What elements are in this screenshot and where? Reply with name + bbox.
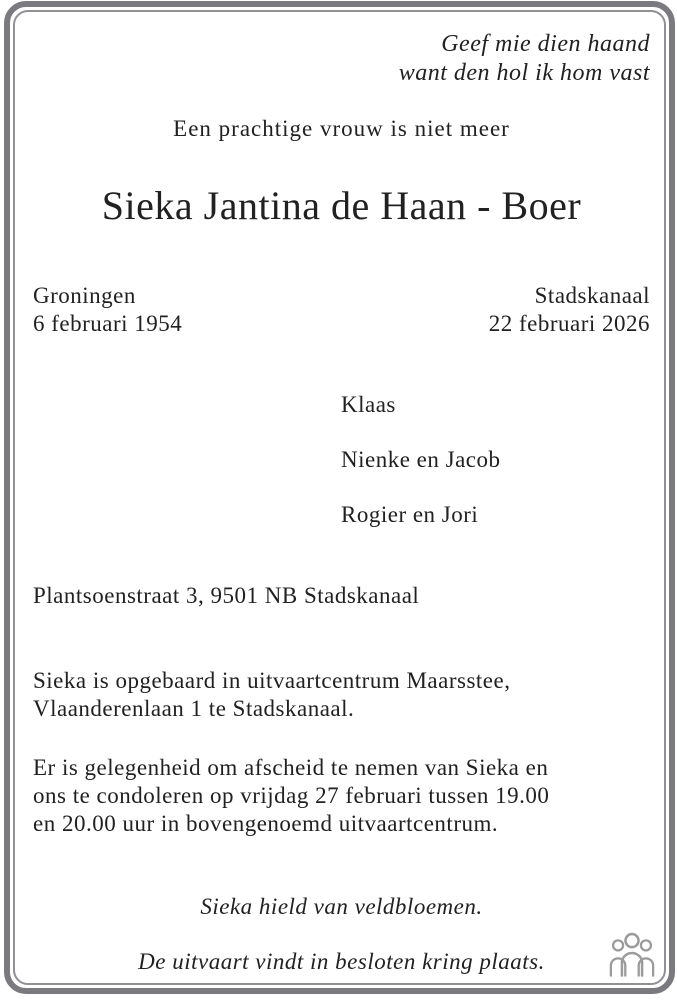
home-address: Plantsoenstraat 3, 9501 NB Stadskanaal [33, 583, 420, 608]
repose-line-2: Vlaanderenlaan 1 te Stadskanaal. [33, 696, 355, 721]
relative-name-2: Nienke en Jacob [341, 447, 501, 472]
birth-date: 6 februari 1954 [33, 311, 183, 336]
relatives-list [341, 391, 650, 529]
birth-death-row [33, 282, 650, 338]
repose-line-1: Sieka is opgebaard in uitvaartcentrum Maarsstee, [33, 668, 511, 693]
quote-line-2: want den hol ik hom vast [398, 60, 650, 86]
closing-line-private-funeral: De uitvaart vindt in besloten kring plaats. [138, 949, 545, 974]
death-info [489, 282, 650, 338]
death-date: 22 februari 2026 [488, 311, 650, 336]
condolence-paragraph [33, 754, 650, 838]
quote-line-1: Geef mie dien haand [441, 31, 650, 57]
obituary-card [4, 1, 675, 994]
deceased-name: Sieka Jantina de Haan - Boer [101, 183, 582, 228]
relative-name-3: Rogier en Jori [341, 502, 479, 527]
family-icon [608, 932, 656, 977]
birth-place: Groningen [33, 283, 136, 308]
condolence-line-1: Er is gelegenheid om afscheid te nemen van Sieka en [33, 755, 549, 780]
death-place: Stadskanaal [534, 283, 650, 308]
opening-quote [33, 30, 650, 88]
condolence-line-3: en 20.00 uur in bovengenoemd uitvaartcentrum. [33, 811, 499, 836]
closing-line-flowers: Sieka hield van veldbloemen. [200, 894, 483, 919]
obituary-content [33, 7, 650, 988]
birth-info [33, 282, 182, 338]
repose-paragraph [33, 667, 650, 723]
relative-name-1: Klaas [341, 392, 396, 417]
intro-line: Een prachtige vrouw is niet meer [173, 116, 510, 141]
condolence-line-2: ons te condoleren op vrijdag 27 februari tussen 19.00 [33, 783, 550, 808]
